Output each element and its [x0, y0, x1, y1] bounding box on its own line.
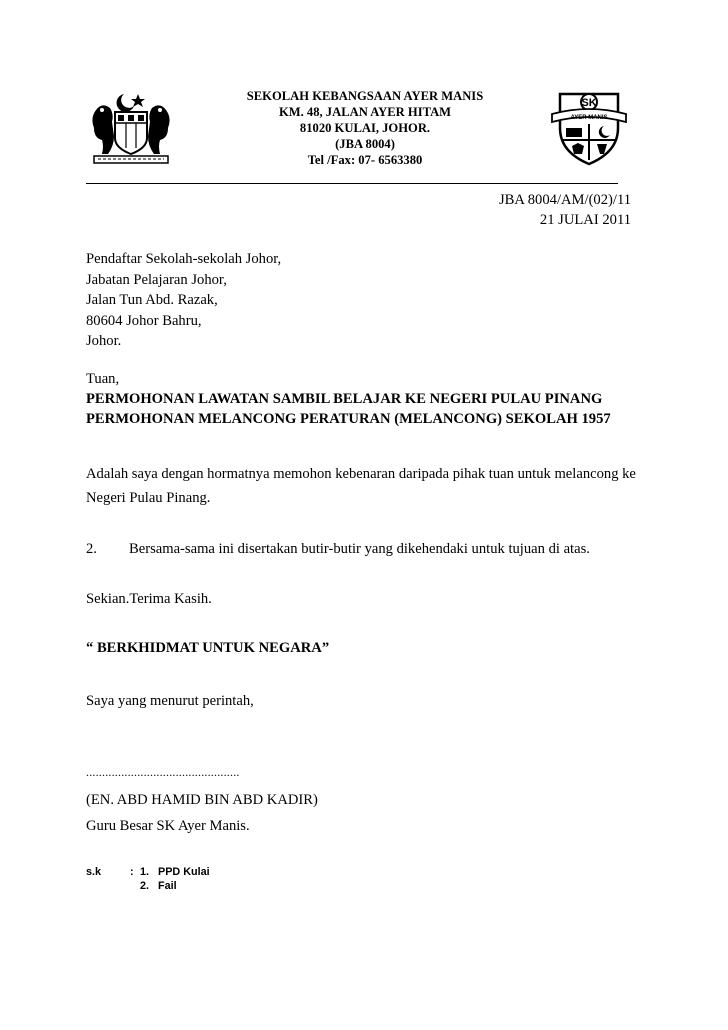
subject-line1: PERMOHONAN LAWATAN SAMBIL BELAJAR KE NEGERI PULAU PINANG [86, 391, 603, 407]
badge-banner-text: AYER MANIS [570, 115, 608, 121]
letterhead-address-line1: KM. 48, JALAN AYER HITAM [278, 105, 452, 119]
school-badge-logo [548, 88, 630, 168]
cc-item [140, 866, 210, 878]
cc-item-text: PPD Kulai [158, 866, 210, 878]
coat-of-arms-emblem [88, 90, 174, 166]
cc-item-text: Fail [158, 880, 177, 892]
badge-initials: SK [581, 97, 597, 109]
cc-label: s.k [86, 866, 102, 878]
reference-number: JBA 8004/AM/(02)/11 [498, 192, 631, 208]
cc-item [140, 880, 177, 892]
recipient-line: Jabatan Pelajaran Johor, [86, 271, 227, 288]
letterhead-address-line2: 81020 KULAI, JOHOR. [299, 121, 431, 135]
letterhead [200, 88, 530, 168]
signature-dots: ................................................ [86, 765, 240, 779]
paragraph-2-number: 2. [86, 541, 97, 557]
recipient-line: Jalan Tun Abd. Razak, [86, 292, 218, 308]
subject-line2: PERMOHONAN MELANCONG PERATURAN (MELANCONG) SEKOLAH 1957 [86, 411, 611, 427]
letter-date: 21 JULAI 2011 [539, 212, 631, 228]
signatory-name: (EN. ABD HAMID BIN ABD KADIR) [86, 792, 318, 808]
motto: “ BERKHIDMAT UNTUK NEGARA” [86, 640, 330, 656]
letterhead-tel-fax: Tel /Fax: 07- 6563380 [307, 153, 423, 167]
salutation: Tuan, [86, 371, 120, 387]
signatory-title: Guru Besar SK Ayer Manis. [86, 818, 250, 834]
sign-off: Saya yang menurut perintah, [86, 693, 254, 709]
recipient-address [86, 249, 281, 352]
cc-item-number: 2. [140, 880, 150, 892]
paragraph-2-text: Bersama-sama ini disertakan butir-butir yang dikehendaki untuk tujuan di atas. [129, 541, 590, 557]
cc-item-number: 1. [140, 866, 150, 878]
recipient-line: Johor. [86, 333, 122, 349]
letterhead-code: (JBA 8004) [335, 137, 395, 151]
paragraph-1-line2: Negeri Pulau Pinang. [86, 490, 211, 506]
subject [86, 389, 611, 429]
paragraph-1-line1: Adalah saya dengan hormatnya memohon kebenaran daripada pihak tuan untuk melancong ke [86, 466, 636, 482]
recipient-line: 80604 Johor Bahru, [86, 312, 202, 329]
school-name: SEKOLAH KEBANGSAAN AYER MANIS [246, 89, 484, 103]
closing-text: Sekian.Terima Kasih. [86, 591, 212, 607]
letterhead-divider [86, 183, 618, 184]
recipient-line: Pendaftar Sekolah-sekolah Johor, [86, 251, 282, 267]
cc-separator: : [130, 866, 134, 878]
paragraph-1 [86, 462, 646, 510]
